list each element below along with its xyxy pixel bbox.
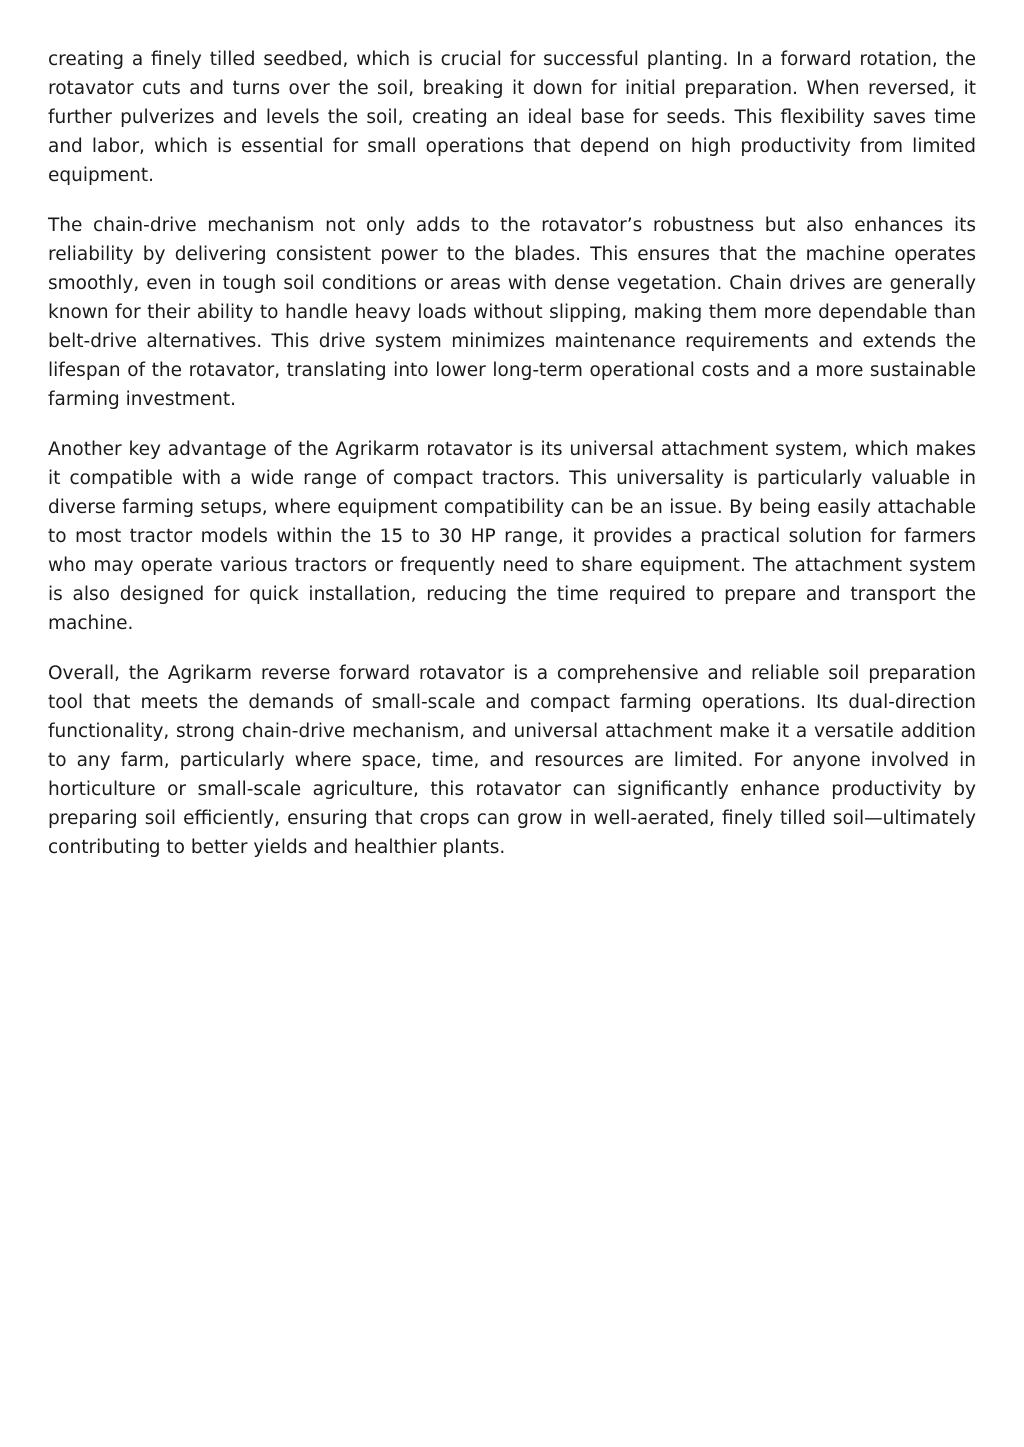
- paragraph-chain-drive: The chain-drive mechanism not only adds to the rotavator’s robustness but also enhances its reliability by delivering consistent power to the blades. This ensures that the machine operates smoothly, even in tough soil conditions or areas with dense vegetation. Chain drives are generally known for their ability to handle heavy loads without slipping, making them more dependable than belt-drive alternatives. This drive system minimizes maintenance requirements and extends the lifespan of the rotavator, translating into lower long-term operational costs and a more sustainable farming investment.: [48, 215, 976, 410]
- paragraph-seedbed: creating a finely tilled seedbed, which is crucial for successful planting. In a forward rotation, the rotavator cuts and turns over the soil, breaking it down for initial preparation. When reversed, it further pulverizes and levels the soil, creating an ideal base for seeds. This flexibility saves time and labor, which is essential for small operations that depend on high productivity from limited equipment.: [48, 49, 976, 186]
- document-body: [48, 45, 976, 883]
- paragraph-overall: Overall, the Agrikarm reverse forward rotavator is a comprehensive and reliable soil preparation tool that meets the demands of small-scale and compact farming operations. Its dual-direction functionality, strong chain-drive mechanism, and universal attachment make it a versatile addition to any farm, particularly where space, time, and resources are limited. For anyone involved in horticulture or small-scale agriculture, this rotavator can significantly enhance productivity by preparing soil efficiently, ensuring that crops can grow in well-aerated, finely tilled soil—ultimately contributing to better yields and healthier plants.: [48, 663, 976, 858]
- paragraph-universal-attachment: Another key advantage of the Agrikarm rotavator is its universal attachment system, which makes it compatible with a wide range of compact tractors. This universality is particularly valuable in diverse farming setups, where equipment compatibility can be an issue. By being easily attachable to most tractor models within the 15 to 30 HP range, it provides a practical solution for farmers who may operate various tractors or frequently need to share equipment. The attachment system is also designed for quick installation, reducing the time required to prepare and transport the machine.: [48, 439, 976, 634]
